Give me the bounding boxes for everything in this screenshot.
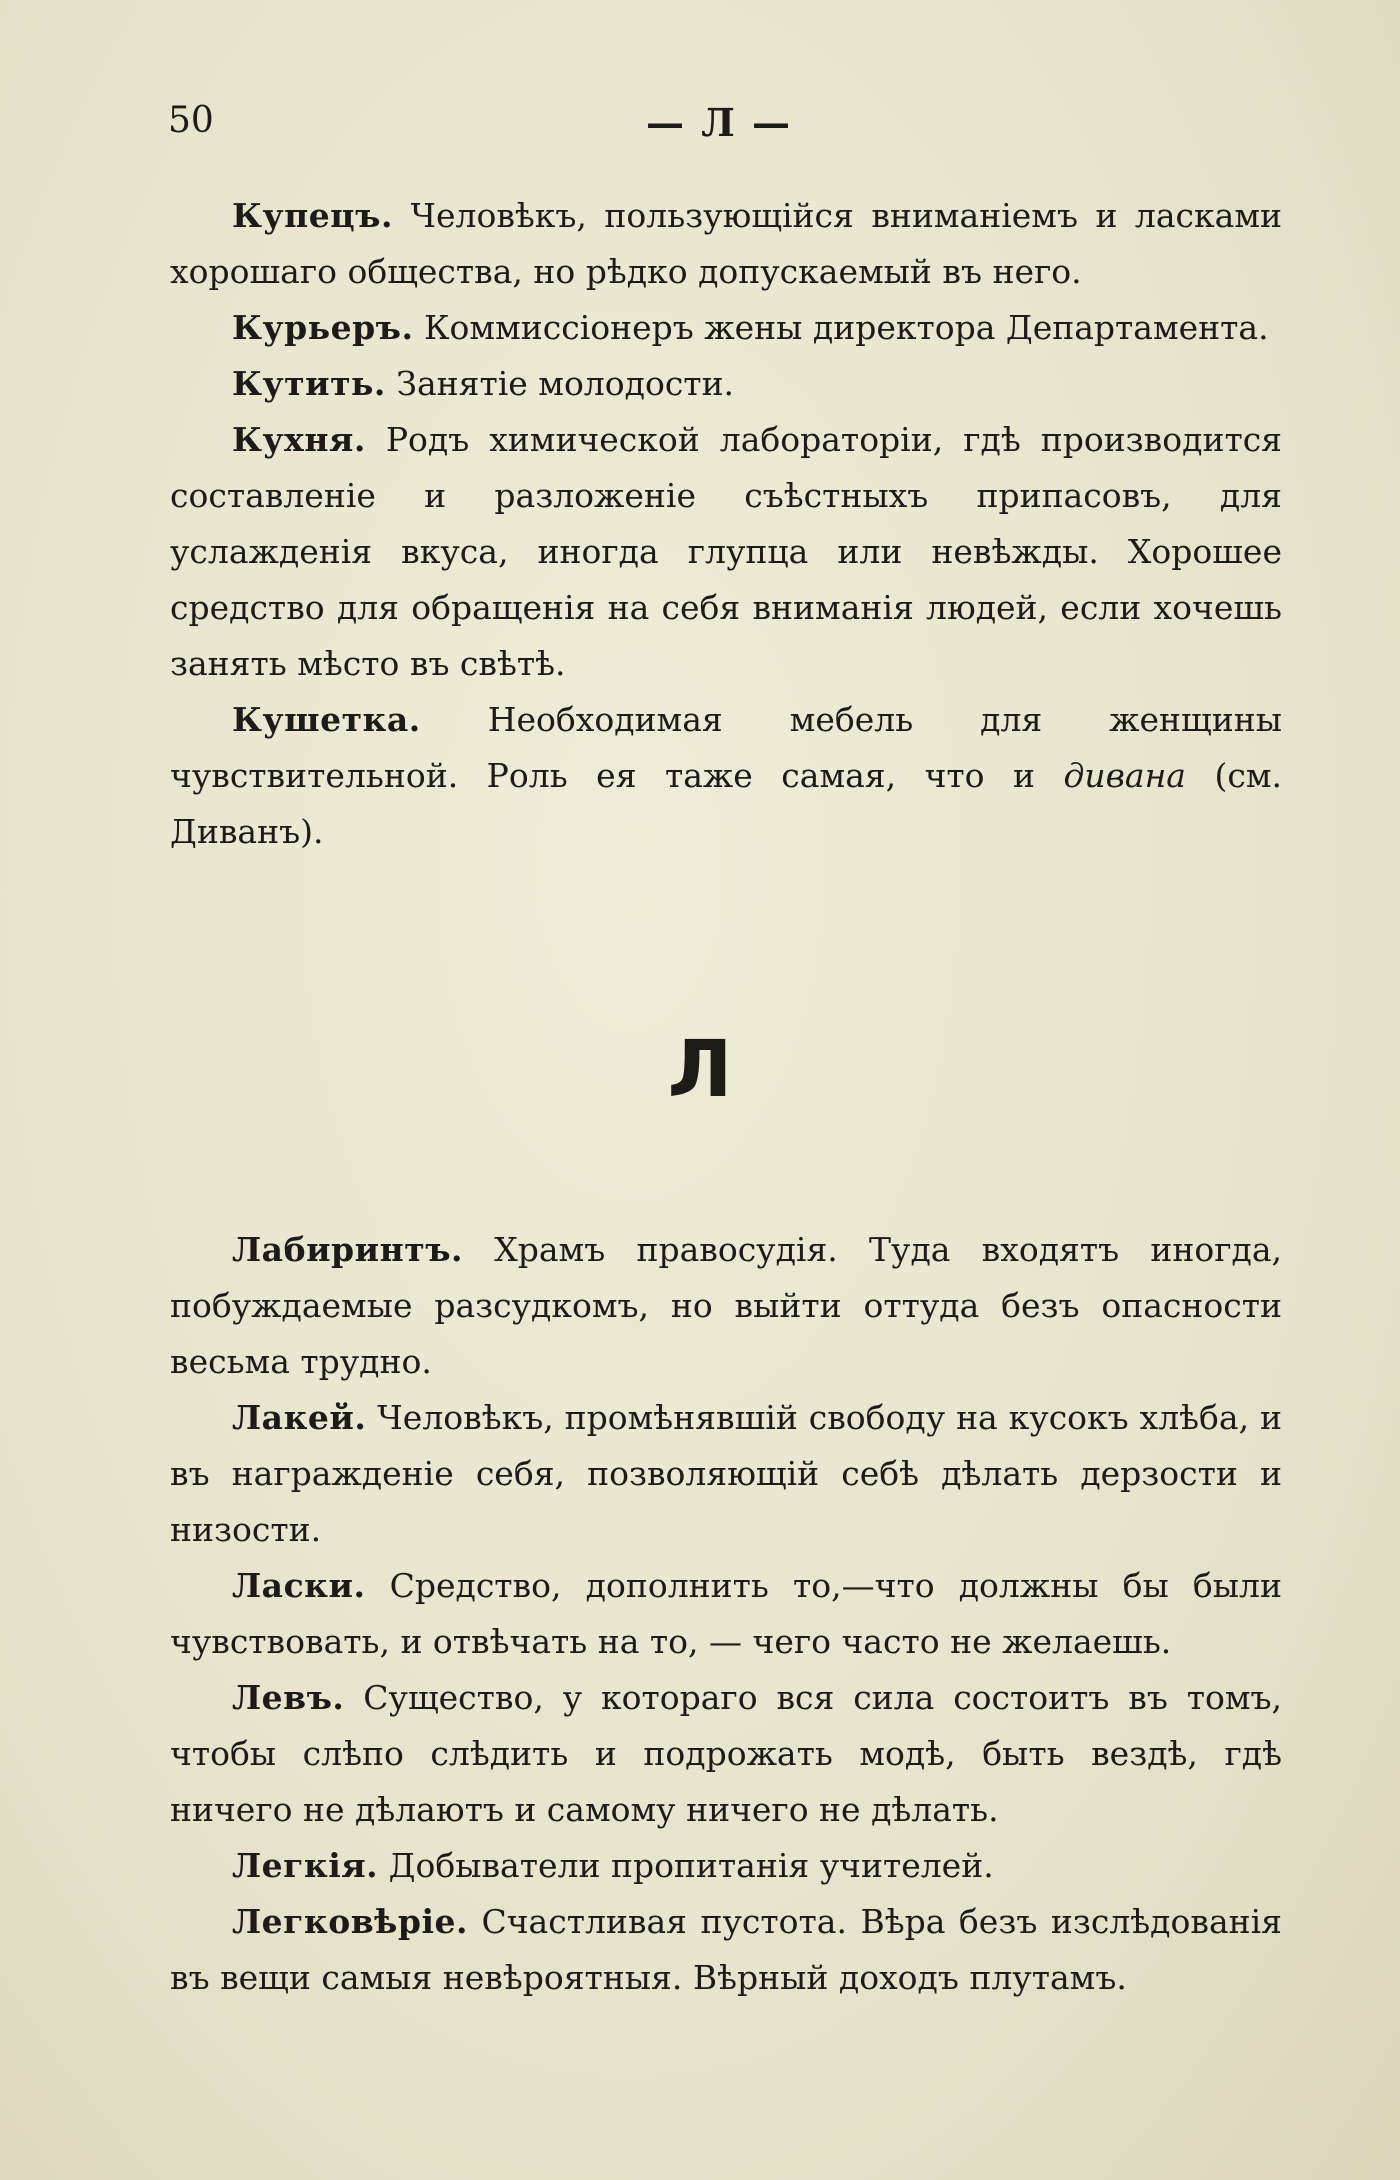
section-l-entries bbox=[170, 1222, 1282, 2006]
entry-term: Купецъ. bbox=[232, 196, 393, 235]
entry-term: Легковѣріе. bbox=[232, 1902, 468, 1941]
entry-term: Ласки. bbox=[232, 1566, 366, 1605]
dictionary-entry bbox=[170, 692, 1282, 860]
entry-definition: Родъ химической лабораторіи, гдѣ производится составленіе и разложеніе съѣстныхъ припасовъ, для услажденія вкуса, иногда глупца или невѣжды. Хорошее средство для обращенія на себя вниманія людей, если хочешь занять мѣсто въ свѣтѣ. bbox=[170, 420, 1282, 683]
entry-term: Кухня. bbox=[232, 420, 366, 459]
entry-definition: Счастливая пустота. Вѣра безъ изслѣдованія въ вещи самыя невѣроятныя. Вѣрный доходъ плутамъ. bbox=[170, 1902, 1282, 1997]
dictionary-entry bbox=[170, 1894, 1282, 2006]
dictionary-entry bbox=[170, 1222, 1282, 1390]
entry-term: Легкія. bbox=[232, 1846, 379, 1885]
entry-definition: Храмъ правосудія. Туда входятъ иногда, побуждаемые разсудкомъ, но выйти оттуда безъ опасности весьма трудно. bbox=[170, 1230, 1282, 1381]
running-head: — Л — bbox=[645, 100, 793, 145]
entry-definition: Занятіе молодости. bbox=[385, 364, 735, 403]
entry-term: Лабиринтъ. bbox=[232, 1230, 464, 1269]
entry-term: Кушетка. bbox=[232, 700, 421, 739]
dictionary-entry bbox=[170, 1670, 1282, 1838]
entry-definition: Человѣкъ, пользующійся вниманіемъ и ласками хорошаго общества, но рѣдко допускаемый въ него. bbox=[170, 196, 1282, 291]
entry-term: Лакей. bbox=[232, 1398, 367, 1437]
entry-definition: Средство, дополнить то,—что должны бы были чувствовать, и отвѣчать на то, — чего часто не желаешь. bbox=[170, 1566, 1282, 1661]
entry-term: Левъ. bbox=[232, 1678, 345, 1717]
page-header bbox=[168, 100, 1270, 160]
entry-definition: Существо, у котораго вся сила состоитъ въ томъ, чтобы слѣпо слѣдить и подрожать модѣ, быть вездѣ, гдѣ ничего не дѣлаютъ и самому ничего не дѣлать. bbox=[170, 1678, 1282, 1829]
entry-term: Курьеръ. bbox=[232, 308, 414, 347]
page-number: 50 bbox=[168, 100, 214, 141]
entry-definition: Коммиссіонеръ жены директора Департамента. bbox=[413, 308, 1269, 347]
entry-definition: Необходимая мебель для женщины чувствительной. Роль ея таже самая, что и bbox=[170, 700, 1282, 795]
dictionary-entry bbox=[170, 1558, 1282, 1670]
dictionary-entry bbox=[170, 1838, 1282, 1894]
dictionary-entry bbox=[170, 356, 1282, 412]
dictionary-entry bbox=[170, 1390, 1282, 1558]
entry-italic-reference: дивана bbox=[1063, 756, 1186, 795]
entry-definition: Добыватели пропитанія учителей. bbox=[378, 1846, 994, 1885]
entry-definition-tail: (см. Диванъ). bbox=[170, 756, 1282, 851]
dictionary-entry bbox=[170, 412, 1282, 692]
entry-definition: Человѣкъ, промѣнявшій свободу на кусокъ хлѣба, и въ награжденіе себя, позволяющій себѣ дѣлать дерзости и низости. bbox=[170, 1398, 1282, 1549]
entry-term: Кутить. bbox=[232, 364, 386, 403]
dictionary-entry bbox=[170, 300, 1282, 356]
letter-heading: Л bbox=[667, 1025, 733, 1115]
dictionary-entry bbox=[170, 188, 1282, 300]
section-k-entries bbox=[170, 188, 1282, 860]
